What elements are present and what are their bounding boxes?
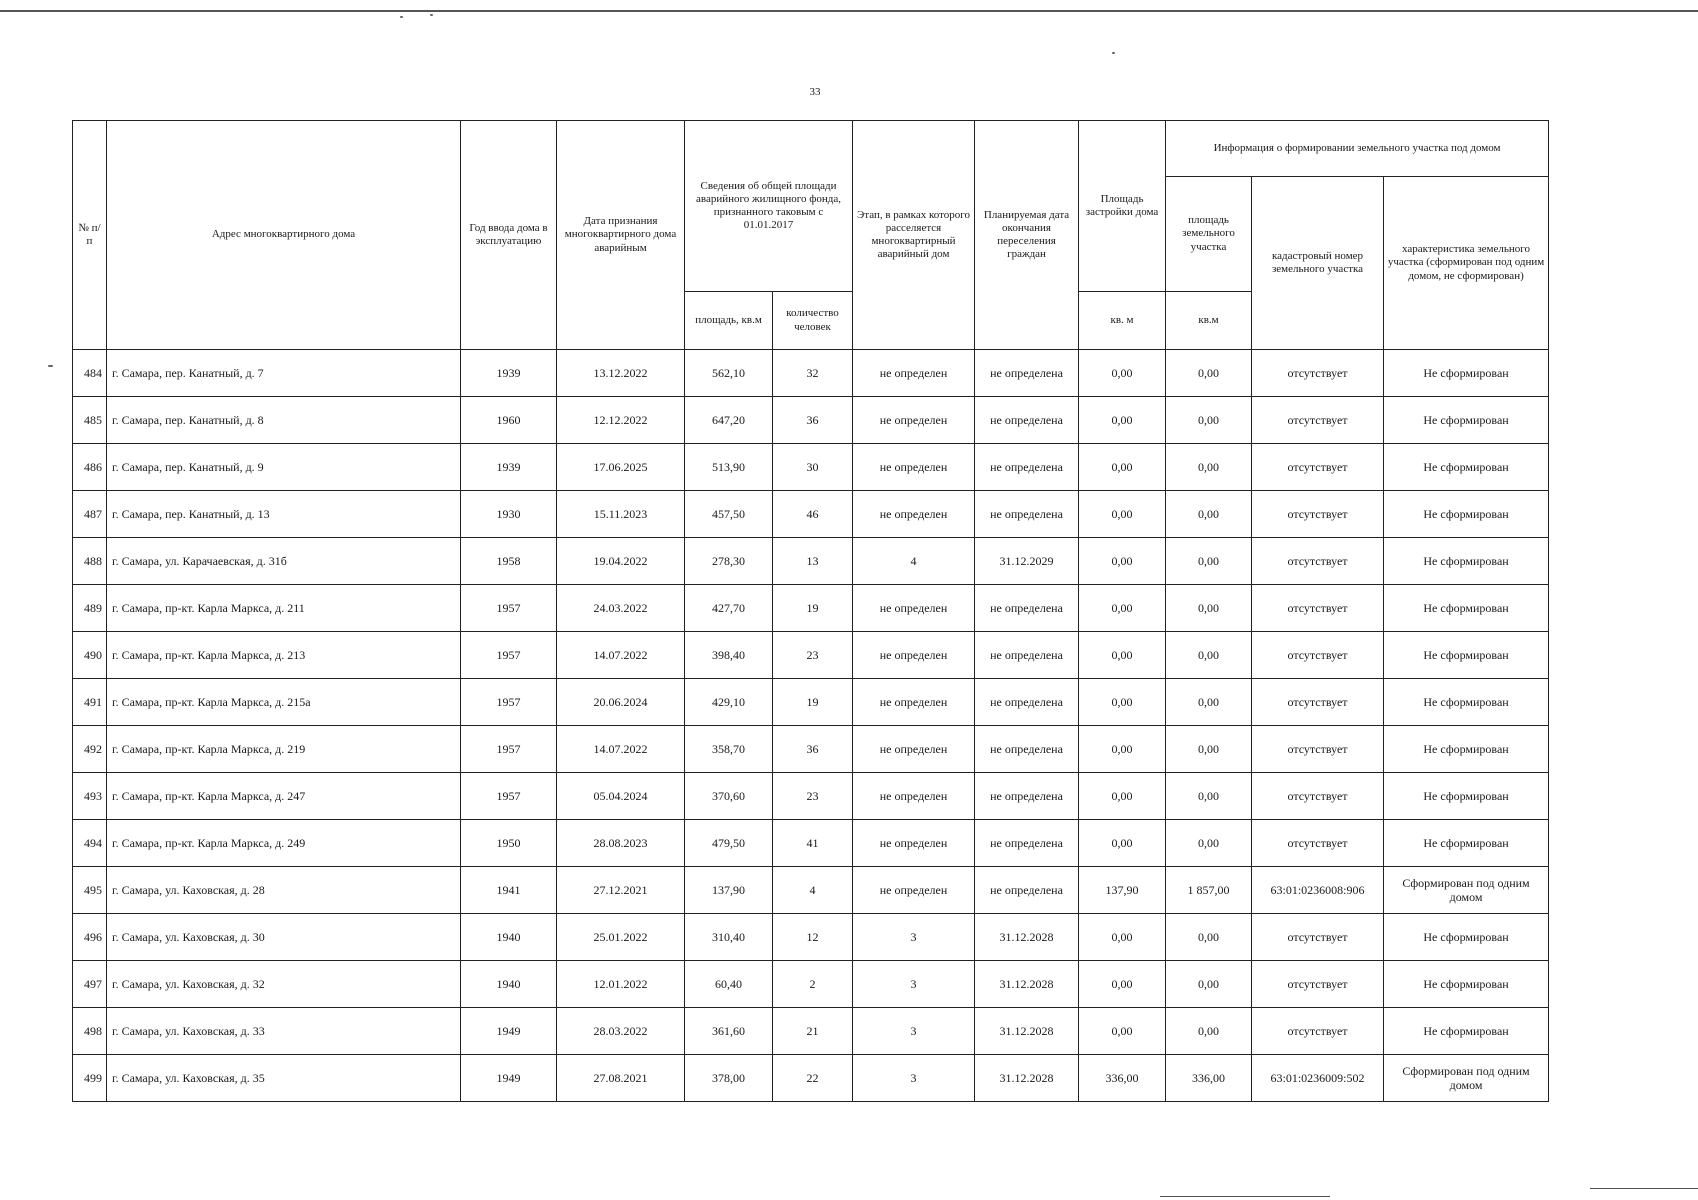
cell-fund-people: 2 [773, 961, 853, 1008]
cell-planned-end: не определена [975, 491, 1079, 538]
cell-num: 486 [73, 444, 107, 491]
table-row [73, 350, 1549, 397]
cell-land-status: Сформирован под одним домом [1384, 1055, 1549, 1102]
cell-land-status: Не сформирован [1384, 726, 1549, 773]
cell-year: 1957 [461, 585, 557, 632]
cell-land-area: 336,00 [1166, 1055, 1252, 1102]
cell-land-status: Не сформирован [1384, 820, 1549, 867]
cell-recognized-date: 17.06.2025 [557, 444, 685, 491]
cell-fund-people: 23 [773, 773, 853, 820]
header-build-area: Площадь застройки дома [1079, 121, 1166, 292]
header-address: Адрес многоквартирного дома [107, 121, 461, 350]
cell-recognized-date: 28.03.2022 [557, 1008, 685, 1055]
emergency-housing-table [72, 120, 1549, 1102]
cell-address: г. Самара, ул. Карачаевская, д. 31б [107, 538, 461, 585]
cell-fund-area: 137,90 [685, 867, 773, 914]
cell-num: 485 [73, 397, 107, 444]
cell-year: 1957 [461, 773, 557, 820]
cell-fund-area: 647,20 [685, 397, 773, 444]
cell-fund-area: 310,40 [685, 914, 773, 961]
cell-cadastral: 63:01:0236008:906 [1252, 867, 1384, 914]
cell-cadastral: отсутствует [1252, 679, 1384, 726]
cell-land-area: 0,00 [1166, 397, 1252, 444]
cell-recognized-date: 27.08.2021 [557, 1055, 685, 1102]
cell-fund-people: 19 [773, 585, 853, 632]
cell-land-status: Не сформирован [1384, 914, 1549, 961]
cell-planned-end: не определена [975, 397, 1079, 444]
cell-land-status: Не сформирован [1384, 397, 1549, 444]
table-body [73, 350, 1549, 1102]
cell-land-area: 0,00 [1166, 820, 1252, 867]
header-fund-area: площадь, кв.м [685, 292, 773, 350]
cell-recognized-date: 27.12.2021 [557, 867, 685, 914]
cell-land-area: 0,00 [1166, 632, 1252, 679]
cell-land-area: 1 857,00 [1166, 867, 1252, 914]
cell-planned-end: 31.12.2028 [975, 961, 1079, 1008]
cell-num: 490 [73, 632, 107, 679]
cell-fund-people: 12 [773, 914, 853, 961]
cell-land-status: Не сформирован [1384, 585, 1549, 632]
cell-num: 499 [73, 1055, 107, 1102]
cell-build-area: 0,00 [1079, 679, 1166, 726]
cell-stage: не определен [853, 726, 975, 773]
cell-stage: не определен [853, 397, 975, 444]
cell-land-status: Не сформирован [1384, 444, 1549, 491]
table-row [73, 538, 1549, 585]
cell-build-area: 0,00 [1079, 585, 1166, 632]
cell-recognized-date: 19.04.2022 [557, 538, 685, 585]
cell-fund-people: 19 [773, 679, 853, 726]
cell-recognized-date: 12.01.2022 [557, 961, 685, 1008]
cell-build-area: 0,00 [1079, 773, 1166, 820]
cell-fund-area: 60,40 [685, 961, 773, 1008]
cell-recognized-date: 12.12.2022 [557, 397, 685, 444]
cell-land-status: Не сформирован [1384, 679, 1549, 726]
cell-land-area: 0,00 [1166, 961, 1252, 1008]
cell-fund-people: 36 [773, 397, 853, 444]
cell-build-area: 137,90 [1079, 867, 1166, 914]
cell-fund-area: 457,50 [685, 491, 773, 538]
cell-year: 1941 [461, 867, 557, 914]
cell-fund-people: 23 [773, 632, 853, 679]
table-row [73, 773, 1549, 820]
cell-land-status: Не сформирован [1384, 632, 1549, 679]
cell-cadastral: отсутствует [1252, 914, 1384, 961]
cell-address: г. Самара, ул. Каховская, д. 28 [107, 867, 461, 914]
cell-build-area: 0,00 [1079, 491, 1166, 538]
cell-stage: не определен [853, 632, 975, 679]
cell-planned-end: 31.12.2028 [975, 1008, 1079, 1055]
cell-planned-end: не определена [975, 585, 1079, 632]
header-num: № п/п [73, 121, 107, 350]
cell-planned-end: не определена [975, 773, 1079, 820]
cell-num: 493 [73, 773, 107, 820]
cell-stage: не определен [853, 867, 975, 914]
cell-stage: не определен [853, 585, 975, 632]
header-land-status: характеристика земельного участка (сформирован под одним домом, не сформирован) [1384, 177, 1549, 350]
cell-year: 1940 [461, 961, 557, 1008]
cell-stage: 3 [853, 914, 975, 961]
cell-cadastral: 63:01:0236009:502 [1252, 1055, 1384, 1102]
table-row [73, 1008, 1549, 1055]
header-recognized-date: Дата признания многоквартирного дома аварийным [557, 121, 685, 350]
cell-num: 498 [73, 1008, 107, 1055]
cell-year: 1950 [461, 820, 557, 867]
cell-num: 489 [73, 585, 107, 632]
cell-address: г. Самара, пер. Канатный, д. 8 [107, 397, 461, 444]
table-row [73, 1055, 1549, 1102]
cell-address: г. Самара, пер. Канатный, д. 9 [107, 444, 461, 491]
cell-land-status: Не сформирован [1384, 773, 1549, 820]
cell-land-area: 0,00 [1166, 679, 1252, 726]
cell-stage: не определен [853, 444, 975, 491]
cell-cadastral: отсутствует [1252, 585, 1384, 632]
table-row [73, 585, 1549, 632]
scan-speck [1112, 52, 1115, 54]
cell-cadastral: отсутствует [1252, 538, 1384, 585]
cell-fund-people: 22 [773, 1055, 853, 1102]
cell-fund-area: 562,10 [685, 350, 773, 397]
cell-fund-area: 361,60 [685, 1008, 773, 1055]
cell-address: г. Самара, пер. Канатный, д. 13 [107, 491, 461, 538]
cell-planned-end: не определена [975, 444, 1079, 491]
header-stage: Этап, в рамках которого расселяется многоквартирный аварийный дом [853, 121, 975, 350]
cell-planned-end: 31.12.2028 [975, 1055, 1079, 1102]
cell-year: 1957 [461, 726, 557, 773]
cell-cadastral: отсутствует [1252, 773, 1384, 820]
cell-address: г. Самара, пр-кт. Карла Маркса, д. 211 [107, 585, 461, 632]
cell-land-status: Не сформирован [1384, 1008, 1549, 1055]
cell-recognized-date: 05.04.2024 [557, 773, 685, 820]
cell-address: г. Самара, пр-кт. Карла Маркса, д. 247 [107, 773, 461, 820]
cell-address: г. Самара, ул. Каховская, д. 35 [107, 1055, 461, 1102]
cell-fund-people: 13 [773, 538, 853, 585]
cell-fund-people: 46 [773, 491, 853, 538]
cell-stage: 3 [853, 1008, 975, 1055]
cell-stage: 3 [853, 961, 975, 1008]
cell-stage: не определен [853, 679, 975, 726]
cell-stage: 4 [853, 538, 975, 585]
cell-address: г. Самара, пер. Канатный, д. 7 [107, 350, 461, 397]
cell-stage: не определен [853, 491, 975, 538]
cell-build-area: 0,00 [1079, 961, 1166, 1008]
cell-num: 497 [73, 961, 107, 1008]
cell-address: г. Самара, пр-кт. Карла Маркса, д. 249 [107, 820, 461, 867]
cell-cadastral: отсутствует [1252, 491, 1384, 538]
cell-fund-area: 278,30 [685, 538, 773, 585]
cell-build-area: 0,00 [1079, 397, 1166, 444]
cell-address: г. Самара, ул. Каховская, д. 33 [107, 1008, 461, 1055]
cell-year: 1949 [461, 1008, 557, 1055]
cell-year: 1949 [461, 1055, 557, 1102]
cell-year: 1960 [461, 397, 557, 444]
cell-fund-people: 4 [773, 867, 853, 914]
cell-fund-area: 429,10 [685, 679, 773, 726]
cell-stage: 3 [853, 1055, 975, 1102]
cell-year: 1958 [461, 538, 557, 585]
cell-recognized-date: 24.03.2022 [557, 585, 685, 632]
cell-address: г. Самара, ул. Каховская, д. 30 [107, 914, 461, 961]
cell-address: г. Самара, пр-кт. Карла Маркса, д. 215а [107, 679, 461, 726]
cell-land-area: 0,00 [1166, 538, 1252, 585]
table-row [73, 867, 1549, 914]
cell-recognized-date: 13.12.2022 [557, 350, 685, 397]
cell-fund-area: 398,40 [685, 632, 773, 679]
table-row [73, 914, 1549, 961]
cell-stage: не определен [853, 820, 975, 867]
cell-planned-end: не определена [975, 679, 1079, 726]
table-row [73, 726, 1549, 773]
table-row [73, 820, 1549, 867]
cell-fund-area: 358,70 [685, 726, 773, 773]
cell-land-status: Не сформирован [1384, 350, 1549, 397]
cell-cadastral: отсутствует [1252, 350, 1384, 397]
cell-year: 1930 [461, 491, 557, 538]
cell-land-status: Не сформирован [1384, 538, 1549, 585]
cell-build-area: 0,00 [1079, 1008, 1166, 1055]
header-land-area: площадь земельного участка [1166, 177, 1252, 292]
page-number: 33 [809, 86, 821, 98]
header-year: Год ввода дома в эксплуатацию [461, 121, 557, 350]
cell-planned-end: 31.12.2028 [975, 914, 1079, 961]
cell-planned-end: не определена [975, 726, 1079, 773]
cell-planned-end: не определена [975, 820, 1079, 867]
cell-recognized-date: 28.08.2023 [557, 820, 685, 867]
header-fund-info: Сведения об общей площади аварийного жилищного фонда, признанного таковым с 01.01.2017 [685, 121, 853, 292]
cell-land-area: 0,00 [1166, 350, 1252, 397]
cell-address: г. Самара, ул. Каховская, д. 32 [107, 961, 461, 1008]
cell-fund-area: 378,00 [685, 1055, 773, 1102]
cell-cadastral: отсутствует [1252, 1008, 1384, 1055]
cell-num: 496 [73, 914, 107, 961]
cell-year: 1957 [461, 679, 557, 726]
table-row [73, 961, 1549, 1008]
cell-land-status: Не сформирован [1384, 961, 1549, 1008]
scan-edge-top [0, 10, 1698, 12]
cell-recognized-date: 20.06.2024 [557, 679, 685, 726]
cell-build-area: 0,00 [1079, 820, 1166, 867]
cell-fund-people: 32 [773, 350, 853, 397]
cell-stage: не определен [853, 350, 975, 397]
cell-year: 1939 [461, 444, 557, 491]
table-row [73, 632, 1549, 679]
header-planned-end: Планируемая дата окончания переселения граждан [975, 121, 1079, 350]
cell-fund-people: 36 [773, 726, 853, 773]
cell-cadastral: отсутствует [1252, 632, 1384, 679]
cell-land-area: 0,00 [1166, 585, 1252, 632]
cell-cadastral: отсутствует [1252, 444, 1384, 491]
cell-num: 487 [73, 491, 107, 538]
cell-land-area: 0,00 [1166, 773, 1252, 820]
scan-edge-bottom [1160, 1196, 1330, 1197]
cell-build-area: 0,00 [1079, 538, 1166, 585]
cell-num: 494 [73, 820, 107, 867]
cell-build-area: 336,00 [1079, 1055, 1166, 1102]
cell-recognized-date: 14.07.2022 [557, 726, 685, 773]
cell-cadastral: отсутствует [1252, 820, 1384, 867]
header-land-info: Информация о формировании земельного участка под домом [1166, 121, 1549, 177]
cell-fund-area: 370,60 [685, 773, 773, 820]
header-land-area-unit: кв.м [1166, 292, 1252, 350]
scan-speck [48, 365, 53, 367]
cell-planned-end: не определена [975, 350, 1079, 397]
cell-year: 1957 [461, 632, 557, 679]
cell-land-area: 0,00 [1166, 444, 1252, 491]
cell-fund-area: 513,90 [685, 444, 773, 491]
cell-stage: не определен [853, 773, 975, 820]
cell-recognized-date: 15.11.2023 [557, 491, 685, 538]
table-header [73, 121, 1549, 350]
cell-fund-people: 30 [773, 444, 853, 491]
cell-cadastral: отсутствует [1252, 397, 1384, 444]
cell-num: 492 [73, 726, 107, 773]
cell-recognized-date: 25.01.2022 [557, 914, 685, 961]
cell-build-area: 0,00 [1079, 726, 1166, 773]
scan-speck [400, 16, 403, 18]
cell-land-status: Сформирован под одним домом [1384, 867, 1549, 914]
cell-recognized-date: 14.07.2022 [557, 632, 685, 679]
cell-year: 1940 [461, 914, 557, 961]
cell-num: 484 [73, 350, 107, 397]
cell-fund-people: 21 [773, 1008, 853, 1055]
header-build-area-unit: кв. м [1079, 292, 1166, 350]
cell-build-area: 0,00 [1079, 914, 1166, 961]
scan-speck [430, 14, 433, 16]
cell-land-status: Не сформирован [1384, 491, 1549, 538]
cell-num: 488 [73, 538, 107, 585]
cell-num: 495 [73, 867, 107, 914]
cell-land-area: 0,00 [1166, 726, 1252, 773]
cell-build-area: 0,00 [1079, 632, 1166, 679]
header-fund-people: количество человек [773, 292, 853, 350]
cell-build-area: 0,00 [1079, 444, 1166, 491]
cell-planned-end: не определена [975, 632, 1079, 679]
cell-planned-end: не определена [975, 867, 1079, 914]
cell-year: 1939 [461, 350, 557, 397]
cell-num: 491 [73, 679, 107, 726]
table-row [73, 397, 1549, 444]
cell-planned-end: 31.12.2029 [975, 538, 1079, 585]
header-cadastral: кадастровый номер земельного участка [1252, 177, 1384, 350]
table-row [73, 491, 1549, 538]
scan-edge-bottom-right [1590, 1188, 1698, 1189]
cell-address: г. Самара, пр-кт. Карла Маркса, д. 213 [107, 632, 461, 679]
cell-address: г. Самара, пр-кт. Карла Маркса, д. 219 [107, 726, 461, 773]
table-row [73, 444, 1549, 491]
table-row [73, 679, 1549, 726]
cell-fund-area: 479,50 [685, 820, 773, 867]
cell-build-area: 0,00 [1079, 350, 1166, 397]
cell-land-area: 0,00 [1166, 491, 1252, 538]
cell-land-area: 0,00 [1166, 914, 1252, 961]
cell-cadastral: отсутствует [1252, 961, 1384, 1008]
cell-fund-people: 41 [773, 820, 853, 867]
cell-fund-area: 427,70 [685, 585, 773, 632]
cell-land-area: 0,00 [1166, 1008, 1252, 1055]
cell-cadastral: отсутствует [1252, 726, 1384, 773]
